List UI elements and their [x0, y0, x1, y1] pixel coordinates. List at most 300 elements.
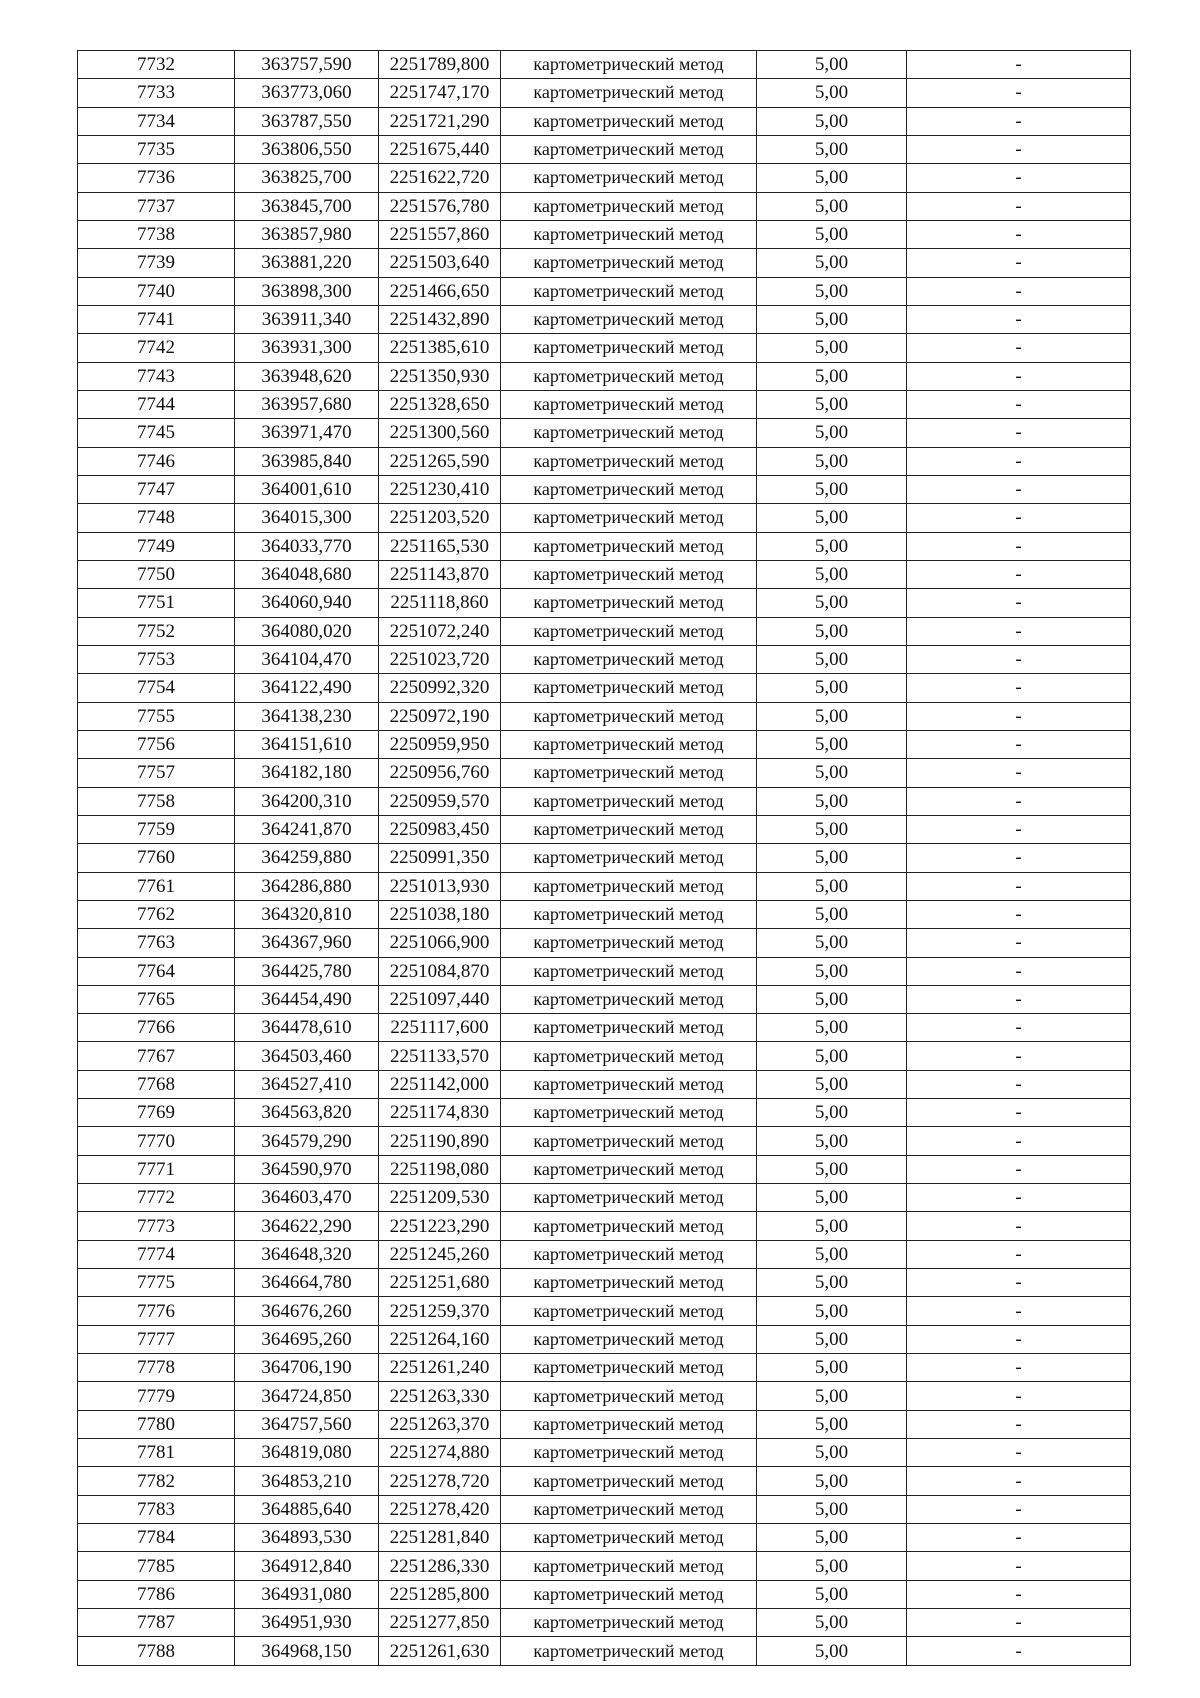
note-cell: -	[907, 1014, 1131, 1042]
y-coordinate-cell: 2251747,170	[379, 79, 501, 107]
x-coordinate-cell: 364695,260	[235, 1325, 379, 1353]
note-cell: -	[907, 390, 1131, 418]
table-row	[78, 1467, 1131, 1495]
accuracy-cell: 5,00	[757, 674, 907, 702]
method-cell: картометрический метод	[501, 192, 757, 220]
x-coordinate-cell: 364259,880	[235, 844, 379, 872]
point-number-cell: 7778	[78, 1354, 235, 1382]
point-number-cell: 7736	[78, 164, 235, 192]
table-row	[78, 1325, 1131, 1353]
accuracy-cell: 5,00	[757, 1552, 907, 1580]
y-coordinate-cell: 2251281,840	[379, 1524, 501, 1552]
accuracy-cell: 5,00	[757, 872, 907, 900]
y-coordinate-cell: 2251286,330	[379, 1552, 501, 1580]
note-cell: -	[907, 1297, 1131, 1325]
note-cell: -	[907, 220, 1131, 248]
note-cell: -	[907, 1609, 1131, 1637]
y-coordinate-cell: 2250959,950	[379, 730, 501, 758]
y-coordinate-cell: 2250992,320	[379, 674, 501, 702]
x-coordinate-cell: 364579,290	[235, 1127, 379, 1155]
y-coordinate-cell: 2250972,190	[379, 702, 501, 730]
method-cell: картометрический метод	[501, 929, 757, 957]
table-row	[78, 334, 1131, 362]
x-coordinate-cell: 363881,220	[235, 249, 379, 277]
x-coordinate-cell: 364048,680	[235, 560, 379, 588]
x-coordinate-cell: 364001,610	[235, 475, 379, 503]
accuracy-cell: 5,00	[757, 1240, 907, 1268]
accuracy-cell: 5,00	[757, 929, 907, 957]
y-coordinate-cell: 2251038,180	[379, 900, 501, 928]
note-cell: -	[907, 504, 1131, 532]
method-cell: картометрический метод	[501, 1382, 757, 1410]
y-coordinate-cell: 2251789,800	[379, 51, 501, 79]
method-cell: картометрический метод	[501, 532, 757, 560]
accuracy-cell: 5,00	[757, 249, 907, 277]
note-cell: -	[907, 1580, 1131, 1608]
note-cell: -	[907, 702, 1131, 730]
point-number-cell: 7762	[78, 900, 235, 928]
accuracy-cell: 5,00	[757, 1410, 907, 1438]
accuracy-cell: 5,00	[757, 1127, 907, 1155]
note-cell: -	[907, 1325, 1131, 1353]
method-cell: картометрический метод	[501, 1240, 757, 1268]
note-cell: -	[907, 1637, 1131, 1665]
point-number-cell: 7771	[78, 1155, 235, 1183]
point-number-cell: 7745	[78, 419, 235, 447]
table-row	[78, 787, 1131, 815]
accuracy-cell: 5,00	[757, 1609, 907, 1637]
table-row	[78, 135, 1131, 163]
table-row	[78, 815, 1131, 843]
table-row	[78, 645, 1131, 673]
method-cell: картометрический метод	[501, 1127, 757, 1155]
note-cell: -	[907, 447, 1131, 475]
method-cell: картометрический метод	[501, 957, 757, 985]
accuracy-cell: 5,00	[757, 1580, 907, 1608]
point-number-cell: 7734	[78, 107, 235, 135]
method-cell: картометрический метод	[501, 589, 757, 617]
accuracy-cell: 5,00	[757, 1524, 907, 1552]
table-row	[78, 164, 1131, 192]
x-coordinate-cell: 364286,880	[235, 872, 379, 900]
note-cell: -	[907, 1127, 1131, 1155]
method-cell: картометрический метод	[501, 900, 757, 928]
method-cell: картометрический метод	[501, 1495, 757, 1523]
x-coordinate-cell: 363773,060	[235, 79, 379, 107]
method-cell: картометрический метод	[501, 249, 757, 277]
point-number-cell: 7765	[78, 985, 235, 1013]
point-number-cell: 7761	[78, 872, 235, 900]
accuracy-cell: 5,00	[757, 1439, 907, 1467]
y-coordinate-cell: 2251277,850	[379, 1609, 501, 1637]
accuracy-cell: 5,00	[757, 589, 907, 617]
table-row	[78, 1042, 1131, 1070]
note-cell: -	[907, 1184, 1131, 1212]
method-cell: картометрический метод	[501, 1580, 757, 1608]
x-coordinate-cell: 363911,340	[235, 305, 379, 333]
method-cell: картометрический метод	[501, 1297, 757, 1325]
table-row	[78, 475, 1131, 503]
note-cell: -	[907, 1495, 1131, 1523]
x-coordinate-cell: 363898,300	[235, 277, 379, 305]
accuracy-cell: 5,00	[757, 390, 907, 418]
y-coordinate-cell: 2251261,240	[379, 1354, 501, 1382]
accuracy-cell: 5,00	[757, 1042, 907, 1070]
accuracy-cell: 5,00	[757, 419, 907, 447]
accuracy-cell: 5,00	[757, 1014, 907, 1042]
note-cell: -	[907, 872, 1131, 900]
table-row	[78, 1410, 1131, 1438]
note-cell: -	[907, 759, 1131, 787]
x-coordinate-cell: 364622,290	[235, 1212, 379, 1240]
point-number-cell: 7746	[78, 447, 235, 475]
y-coordinate-cell: 2251622,720	[379, 164, 501, 192]
note-cell: -	[907, 419, 1131, 447]
note-cell: -	[907, 532, 1131, 560]
x-coordinate-cell: 364200,310	[235, 787, 379, 815]
method-cell: картометрический метод	[501, 1637, 757, 1665]
y-coordinate-cell: 2251209,530	[379, 1184, 501, 1212]
x-coordinate-cell: 364912,840	[235, 1552, 379, 1580]
x-coordinate-cell: 364104,470	[235, 645, 379, 673]
x-coordinate-cell: 364664,780	[235, 1269, 379, 1297]
method-cell: картометрический метод	[501, 1439, 757, 1467]
point-number-cell: 7749	[78, 532, 235, 560]
y-coordinate-cell: 2251097,440	[379, 985, 501, 1013]
y-coordinate-cell: 2251350,930	[379, 362, 501, 390]
method-cell: картометрический метод	[501, 674, 757, 702]
x-coordinate-cell: 364706,190	[235, 1354, 379, 1382]
accuracy-cell: 5,00	[757, 475, 907, 503]
method-cell: картометрический метод	[501, 1467, 757, 1495]
point-number-cell: 7774	[78, 1240, 235, 1268]
note-cell: -	[907, 1212, 1131, 1240]
table-row	[78, 730, 1131, 758]
table-row	[78, 560, 1131, 588]
x-coordinate-cell: 364676,260	[235, 1297, 379, 1325]
method-cell: картометрический метод	[501, 1070, 757, 1098]
point-number-cell: 7782	[78, 1467, 235, 1495]
accuracy-cell: 5,00	[757, 1212, 907, 1240]
method-cell: картометрический метод	[501, 475, 757, 503]
accuracy-cell: 5,00	[757, 1382, 907, 1410]
method-cell: картометрический метод	[501, 1014, 757, 1042]
accuracy-cell: 5,00	[757, 1637, 907, 1665]
point-number-cell: 7747	[78, 475, 235, 503]
accuracy-cell: 5,00	[757, 730, 907, 758]
x-coordinate-cell: 364819,080	[235, 1439, 379, 1467]
note-cell: -	[907, 334, 1131, 362]
note-cell: -	[907, 1467, 1131, 1495]
x-coordinate-cell: 364757,560	[235, 1410, 379, 1438]
y-coordinate-cell: 2251198,080	[379, 1155, 501, 1183]
method-cell: картометрический метод	[501, 730, 757, 758]
note-cell: -	[907, 1439, 1131, 1467]
x-coordinate-cell: 364931,080	[235, 1580, 379, 1608]
table-row	[78, 362, 1131, 390]
note-cell: -	[907, 957, 1131, 985]
table-row	[78, 277, 1131, 305]
method-cell: картометрический метод	[501, 447, 757, 475]
coordinates-table-body	[78, 51, 1131, 1666]
note-cell: -	[907, 815, 1131, 843]
x-coordinate-cell: 364182,180	[235, 759, 379, 787]
method-cell: картометрический метод	[501, 1524, 757, 1552]
table-row	[78, 674, 1131, 702]
accuracy-cell: 5,00	[757, 447, 907, 475]
x-coordinate-cell: 364951,930	[235, 1609, 379, 1637]
table-row	[78, 1580, 1131, 1608]
method-cell: картометрический метод	[501, 164, 757, 192]
accuracy-cell: 5,00	[757, 1297, 907, 1325]
table-row	[78, 51, 1131, 79]
y-coordinate-cell: 2251230,410	[379, 475, 501, 503]
point-number-cell: 7735	[78, 135, 235, 163]
method-cell: картометрический метод	[501, 985, 757, 1013]
table-row	[78, 1127, 1131, 1155]
note-cell: -	[907, 929, 1131, 957]
method-cell: картометрический метод	[501, 1552, 757, 1580]
accuracy-cell: 5,00	[757, 985, 907, 1013]
point-number-cell: 7753	[78, 645, 235, 673]
accuracy-cell: 5,00	[757, 957, 907, 985]
x-coordinate-cell: 364853,210	[235, 1467, 379, 1495]
method-cell: картометрический метод	[501, 1042, 757, 1070]
accuracy-cell: 5,00	[757, 702, 907, 730]
point-number-cell: 7788	[78, 1637, 235, 1665]
point-number-cell: 7733	[78, 79, 235, 107]
table-row	[78, 702, 1131, 730]
x-coordinate-cell: 364648,320	[235, 1240, 379, 1268]
y-coordinate-cell: 2251278,720	[379, 1467, 501, 1495]
method-cell: картометрический метод	[501, 220, 757, 248]
point-number-cell: 7743	[78, 362, 235, 390]
method-cell: картометрический метод	[501, 334, 757, 362]
note-cell: -	[907, 135, 1131, 163]
accuracy-cell: 5,00	[757, 1325, 907, 1353]
y-coordinate-cell: 2251013,930	[379, 872, 501, 900]
accuracy-cell: 5,00	[757, 164, 907, 192]
table-row	[78, 305, 1131, 333]
method-cell: картометрический метод	[501, 702, 757, 730]
point-number-cell: 7764	[78, 957, 235, 985]
x-coordinate-cell: 364033,770	[235, 532, 379, 560]
method-cell: картометрический метод	[501, 135, 757, 163]
note-cell: -	[907, 1354, 1131, 1382]
note-cell: -	[907, 305, 1131, 333]
point-number-cell: 7769	[78, 1099, 235, 1127]
point-number-cell: 7741	[78, 305, 235, 333]
note-cell: -	[907, 1269, 1131, 1297]
y-coordinate-cell: 2251133,570	[379, 1042, 501, 1070]
table-row	[78, 249, 1131, 277]
table-row	[78, 1609, 1131, 1637]
method-cell: картометрический метод	[501, 759, 757, 787]
accuracy-cell: 5,00	[757, 900, 907, 928]
accuracy-cell: 5,00	[757, 759, 907, 787]
method-cell: картометрический метод	[501, 362, 757, 390]
point-number-cell: 7784	[78, 1524, 235, 1552]
point-number-cell: 7763	[78, 929, 235, 957]
note-cell: -	[907, 844, 1131, 872]
point-number-cell: 7737	[78, 192, 235, 220]
table-row	[78, 985, 1131, 1013]
table-row	[78, 957, 1131, 985]
table-row	[78, 532, 1131, 560]
table-row	[78, 192, 1131, 220]
accuracy-cell: 5,00	[757, 1070, 907, 1098]
table-row	[78, 419, 1131, 447]
table-row	[78, 79, 1131, 107]
y-coordinate-cell: 2251072,240	[379, 617, 501, 645]
table-row	[78, 759, 1131, 787]
x-coordinate-cell: 364590,970	[235, 1155, 379, 1183]
y-coordinate-cell: 2251274,880	[379, 1439, 501, 1467]
point-number-cell: 7740	[78, 277, 235, 305]
x-coordinate-cell: 364080,020	[235, 617, 379, 645]
table-row	[78, 504, 1131, 532]
point-number-cell: 7744	[78, 390, 235, 418]
y-coordinate-cell: 2251263,330	[379, 1382, 501, 1410]
note-cell: -	[907, 730, 1131, 758]
note-cell: -	[907, 617, 1131, 645]
table-row	[78, 1212, 1131, 1240]
accuracy-cell: 5,00	[757, 79, 907, 107]
x-coordinate-cell: 363845,700	[235, 192, 379, 220]
y-coordinate-cell: 2251117,600	[379, 1014, 501, 1042]
point-number-cell: 7754	[78, 674, 235, 702]
accuracy-cell: 5,00	[757, 1155, 907, 1183]
x-coordinate-cell: 364885,640	[235, 1495, 379, 1523]
table-row	[78, 1637, 1131, 1665]
point-number-cell: 7732	[78, 51, 235, 79]
y-coordinate-cell: 2251503,640	[379, 249, 501, 277]
accuracy-cell: 5,00	[757, 51, 907, 79]
accuracy-cell: 5,00	[757, 220, 907, 248]
y-coordinate-cell: 2251142,000	[379, 1070, 501, 1098]
point-number-cell: 7756	[78, 730, 235, 758]
point-number-cell: 7775	[78, 1269, 235, 1297]
method-cell: картометрический метод	[501, 1354, 757, 1382]
y-coordinate-cell: 2251203,520	[379, 504, 501, 532]
y-coordinate-cell: 2251143,870	[379, 560, 501, 588]
point-number-cell: 7751	[78, 589, 235, 617]
x-coordinate-cell: 363957,680	[235, 390, 379, 418]
accuracy-cell: 5,00	[757, 617, 907, 645]
x-coordinate-cell: 363971,470	[235, 419, 379, 447]
table-row	[78, 1184, 1131, 1212]
method-cell: картометрический метод	[501, 617, 757, 645]
y-coordinate-cell: 2251245,260	[379, 1240, 501, 1268]
accuracy-cell: 5,00	[757, 305, 907, 333]
note-cell: -	[907, 1524, 1131, 1552]
coordinates-table	[77, 50, 1131, 1666]
method-cell: картометрический метод	[501, 51, 757, 79]
method-cell: картометрический метод	[501, 390, 757, 418]
x-coordinate-cell: 363806,550	[235, 135, 379, 163]
table-row	[78, 1524, 1131, 1552]
method-cell: картометрический метод	[501, 560, 757, 588]
method-cell: картометрический метод	[501, 1325, 757, 1353]
accuracy-cell: 5,00	[757, 645, 907, 673]
table-row	[78, 1439, 1131, 1467]
y-coordinate-cell: 2251261,630	[379, 1637, 501, 1665]
method-cell: картометрический метод	[501, 1410, 757, 1438]
y-coordinate-cell: 2250991,350	[379, 844, 501, 872]
x-coordinate-cell: 363787,550	[235, 107, 379, 135]
point-number-cell: 7770	[78, 1127, 235, 1155]
note-cell: -	[907, 107, 1131, 135]
method-cell: картометрический метод	[501, 1212, 757, 1240]
x-coordinate-cell: 364122,490	[235, 674, 379, 702]
method-cell: картометрический метод	[501, 872, 757, 900]
note-cell: -	[907, 985, 1131, 1013]
y-coordinate-cell: 2251285,800	[379, 1580, 501, 1608]
note-cell: -	[907, 164, 1131, 192]
accuracy-cell: 5,00	[757, 1495, 907, 1523]
x-coordinate-cell: 364454,490	[235, 985, 379, 1013]
y-coordinate-cell: 2250983,450	[379, 815, 501, 843]
point-number-cell: 7780	[78, 1410, 235, 1438]
note-cell: -	[907, 1410, 1131, 1438]
x-coordinate-cell: 364320,810	[235, 900, 379, 928]
table-row	[78, 872, 1131, 900]
x-coordinate-cell: 363985,840	[235, 447, 379, 475]
point-number-cell: 7750	[78, 560, 235, 588]
table-row	[78, 1495, 1131, 1523]
x-coordinate-cell: 364151,610	[235, 730, 379, 758]
point-number-cell: 7757	[78, 759, 235, 787]
note-cell: -	[907, 79, 1131, 107]
x-coordinate-cell: 364968,150	[235, 1637, 379, 1665]
table-row	[78, 844, 1131, 872]
y-coordinate-cell: 2251223,290	[379, 1212, 501, 1240]
x-coordinate-cell: 364241,870	[235, 815, 379, 843]
point-number-cell: 7781	[78, 1439, 235, 1467]
accuracy-cell: 5,00	[757, 844, 907, 872]
method-cell: картометрический метод	[501, 419, 757, 447]
table-row	[78, 1354, 1131, 1382]
method-cell: картометрический метод	[501, 277, 757, 305]
note-cell: -	[907, 1155, 1131, 1183]
y-coordinate-cell: 2251118,860	[379, 589, 501, 617]
x-coordinate-cell: 364563,820	[235, 1099, 379, 1127]
point-number-cell: 7773	[78, 1212, 235, 1240]
table-row	[78, 447, 1131, 475]
point-number-cell: 7768	[78, 1070, 235, 1098]
accuracy-cell: 5,00	[757, 1184, 907, 1212]
point-number-cell: 7777	[78, 1325, 235, 1353]
note-cell: -	[907, 475, 1131, 503]
x-coordinate-cell: 364425,780	[235, 957, 379, 985]
x-coordinate-cell: 364478,610	[235, 1014, 379, 1042]
accuracy-cell: 5,00	[757, 1354, 907, 1382]
method-cell: картометрический метод	[501, 844, 757, 872]
method-cell: картометрический метод	[501, 815, 757, 843]
accuracy-cell: 5,00	[757, 560, 907, 588]
x-coordinate-cell: 364060,940	[235, 589, 379, 617]
x-coordinate-cell: 364367,960	[235, 929, 379, 957]
y-coordinate-cell: 2251066,900	[379, 929, 501, 957]
note-cell: -	[907, 560, 1131, 588]
note-cell: -	[907, 674, 1131, 702]
note-cell: -	[907, 645, 1131, 673]
y-coordinate-cell: 2251263,370	[379, 1410, 501, 1438]
note-cell: -	[907, 1240, 1131, 1268]
table-row	[78, 390, 1131, 418]
method-cell: картометрический метод	[501, 1155, 757, 1183]
x-coordinate-cell: 364603,470	[235, 1184, 379, 1212]
